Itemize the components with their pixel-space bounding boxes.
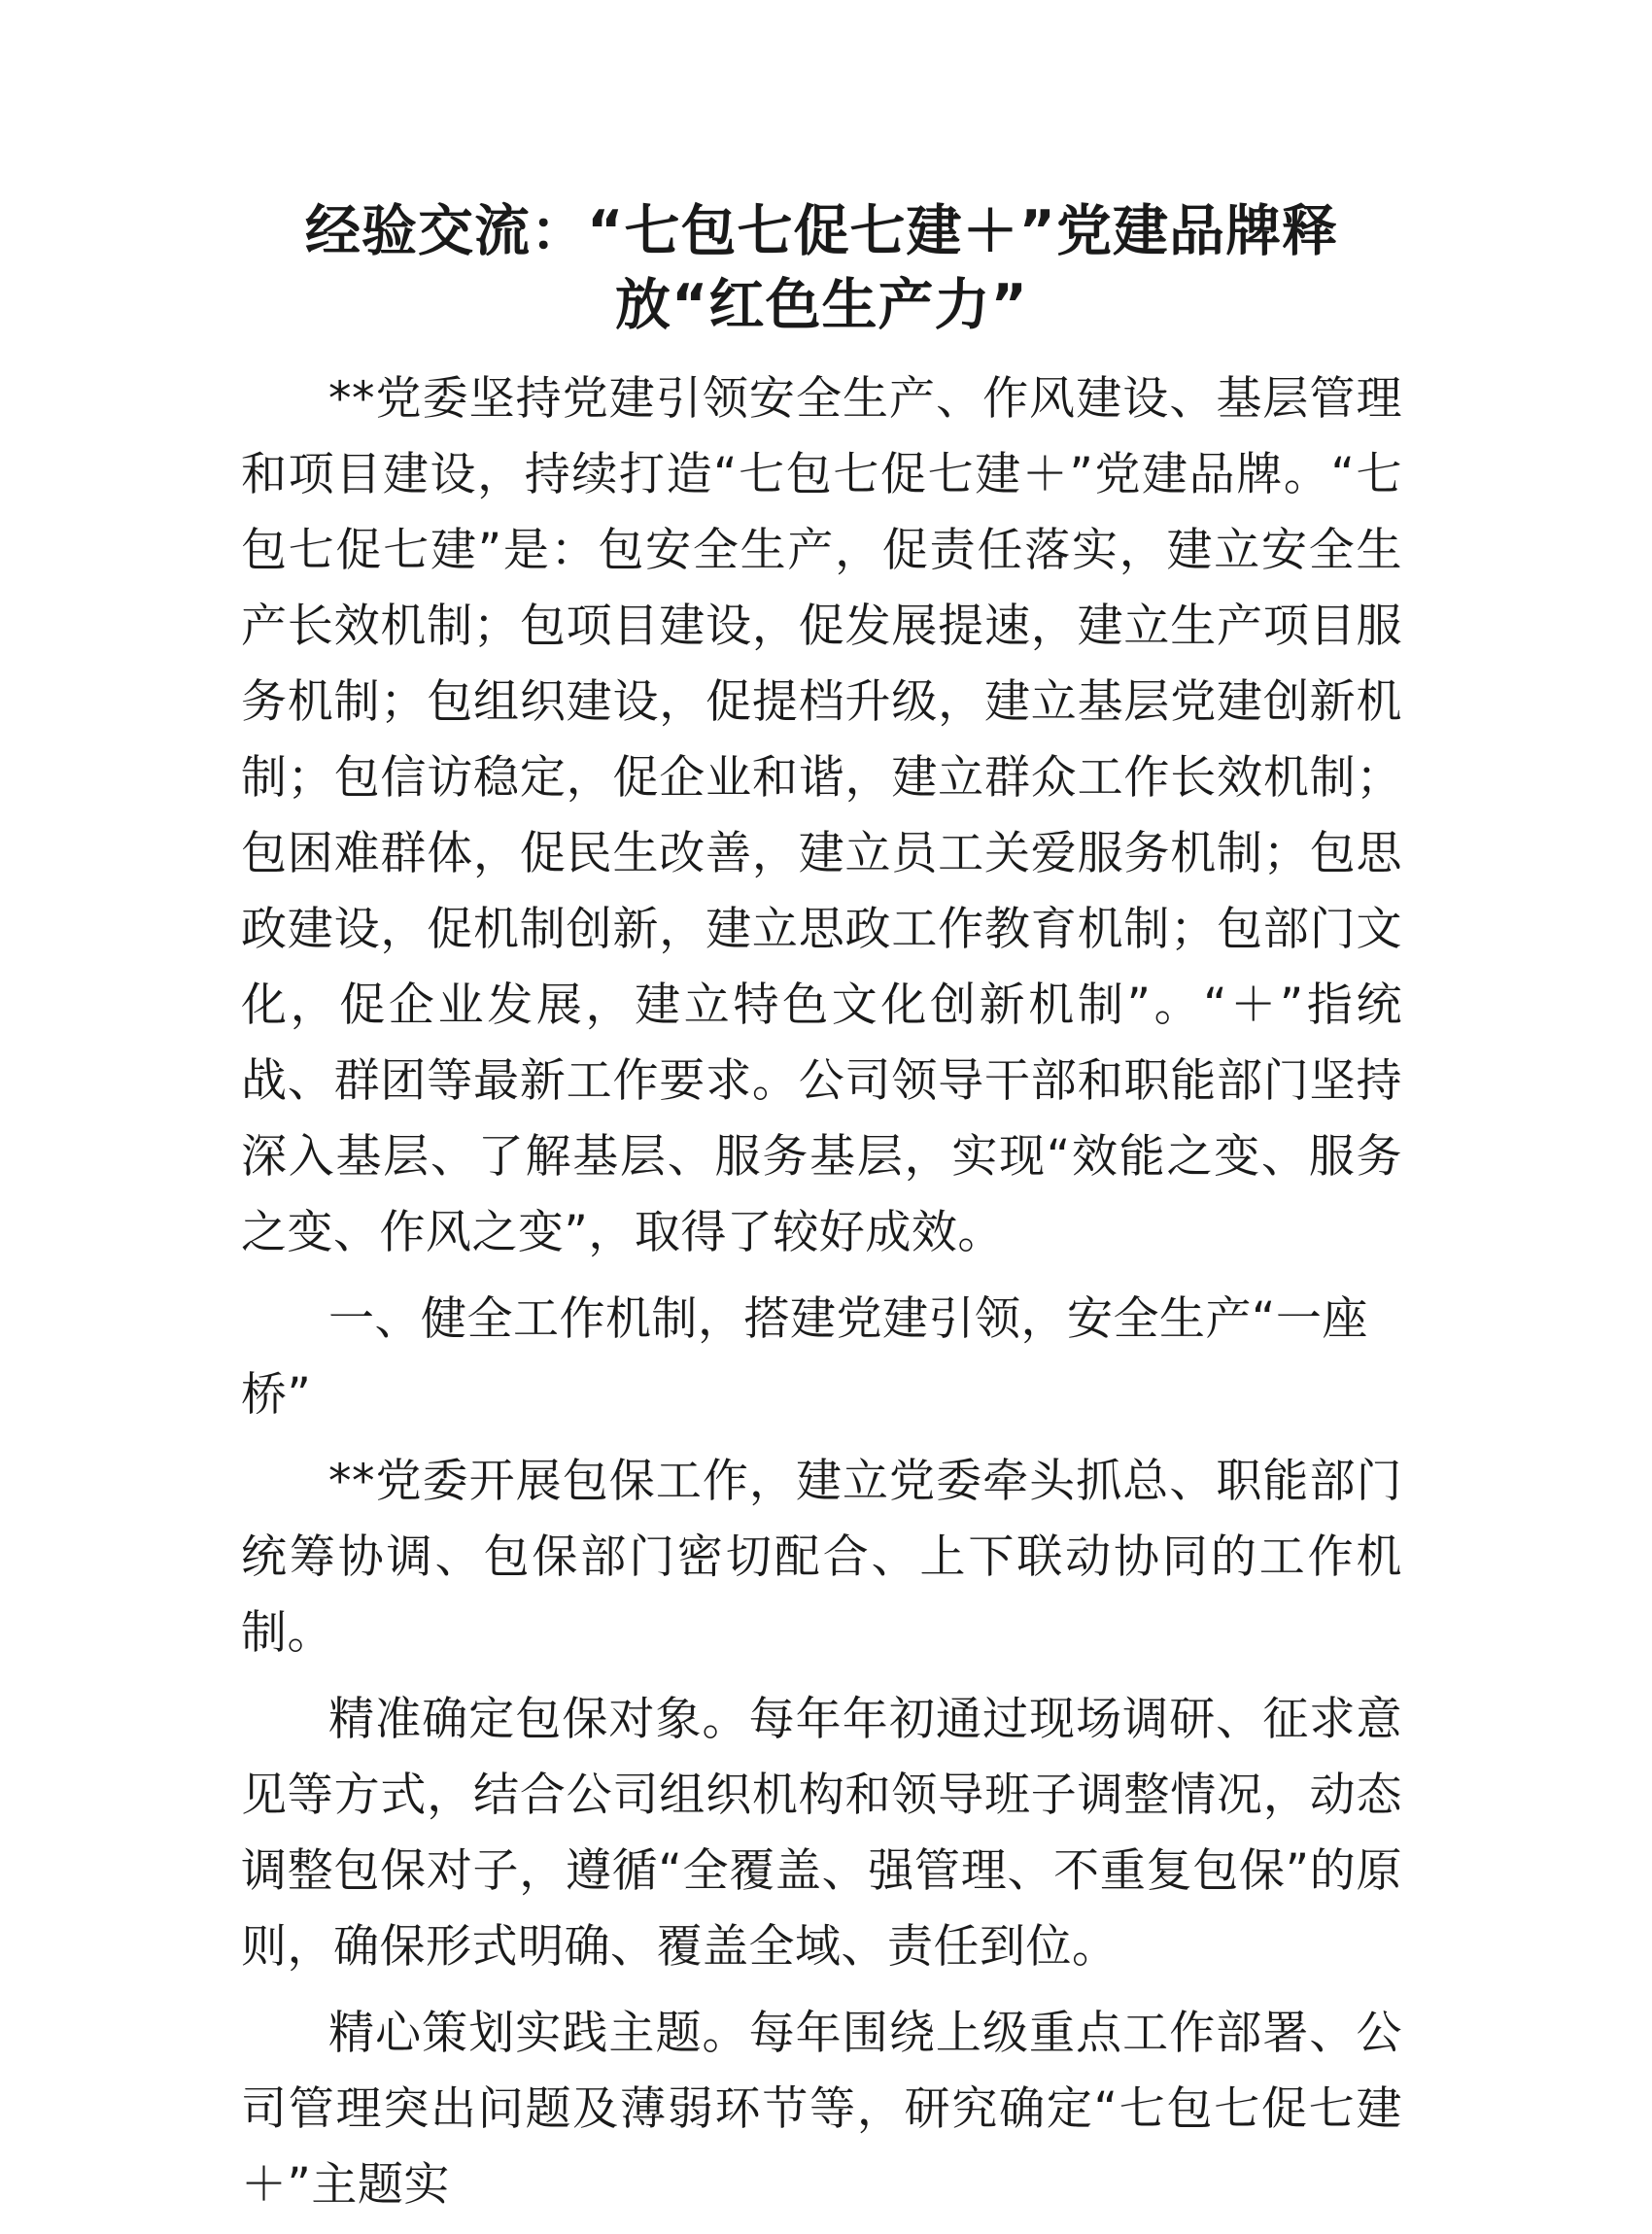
section-heading-1: 一、健全工作机制，搭建党建引领，安全生产“一座桥” xyxy=(241,1292,1368,1422)
paragraph-themes: 精心策划实践主题。每年围绕上级重点工作部署、公司管理突出问题及薄弱环节等，研究确定“七包七促七建＋”主题实 xyxy=(241,2007,1402,2212)
paragraph-mechanism: **党委开展包保工作，建立党委牵头抓总、职能部门统筹协调、包保部门密切配合、上下联动协同的工作机制。 xyxy=(241,1455,1402,1660)
document-page xyxy=(241,194,1402,2234)
document-title: 经验交流：“七包七促七建＋”党建品牌释放“红色生产力” xyxy=(305,199,1338,337)
paragraph-intro: **党委坚持党建引领安全生产、作风建设、基层管理和项目建设，持续打造“七包七促七建＋”党建品牌。“七包七促七建”是：包安全生产，促责任落实，建立安全生产长效机制；包项目建设，促发展提速，建立生产项目服务机制；包组织建设，促提档升级，建立基层党建创新机制；包信访稳定，促企业和谐，建立群众工作长效机制；包困难群体，促民生改善，建立员工关爱服务机制；包思政建设，促机制创新，建立思政工作教育机制；包部门文化，促企业发展，建立特色文化创新机制”。“＋”指统战、群团等最新工作要求。公司领导干部和职能部门坚持深入基层、了解基层、服务基层，实现“效能之变、服务之变、作风之变”，取得了较好成效。 xyxy=(241,372,1402,1259)
paragraph-targets: 精准确定包保对象。每年年初通过现场调研、征求意见等方式，结合公司组织机构和领导班子调整情况，动态调整包保对子，遵循“全覆盖、强管理、不重复包保”的原则，确保形式明确、覆盖全域、责任到位。 xyxy=(241,1693,1402,1974)
document-body xyxy=(241,361,1402,2223)
